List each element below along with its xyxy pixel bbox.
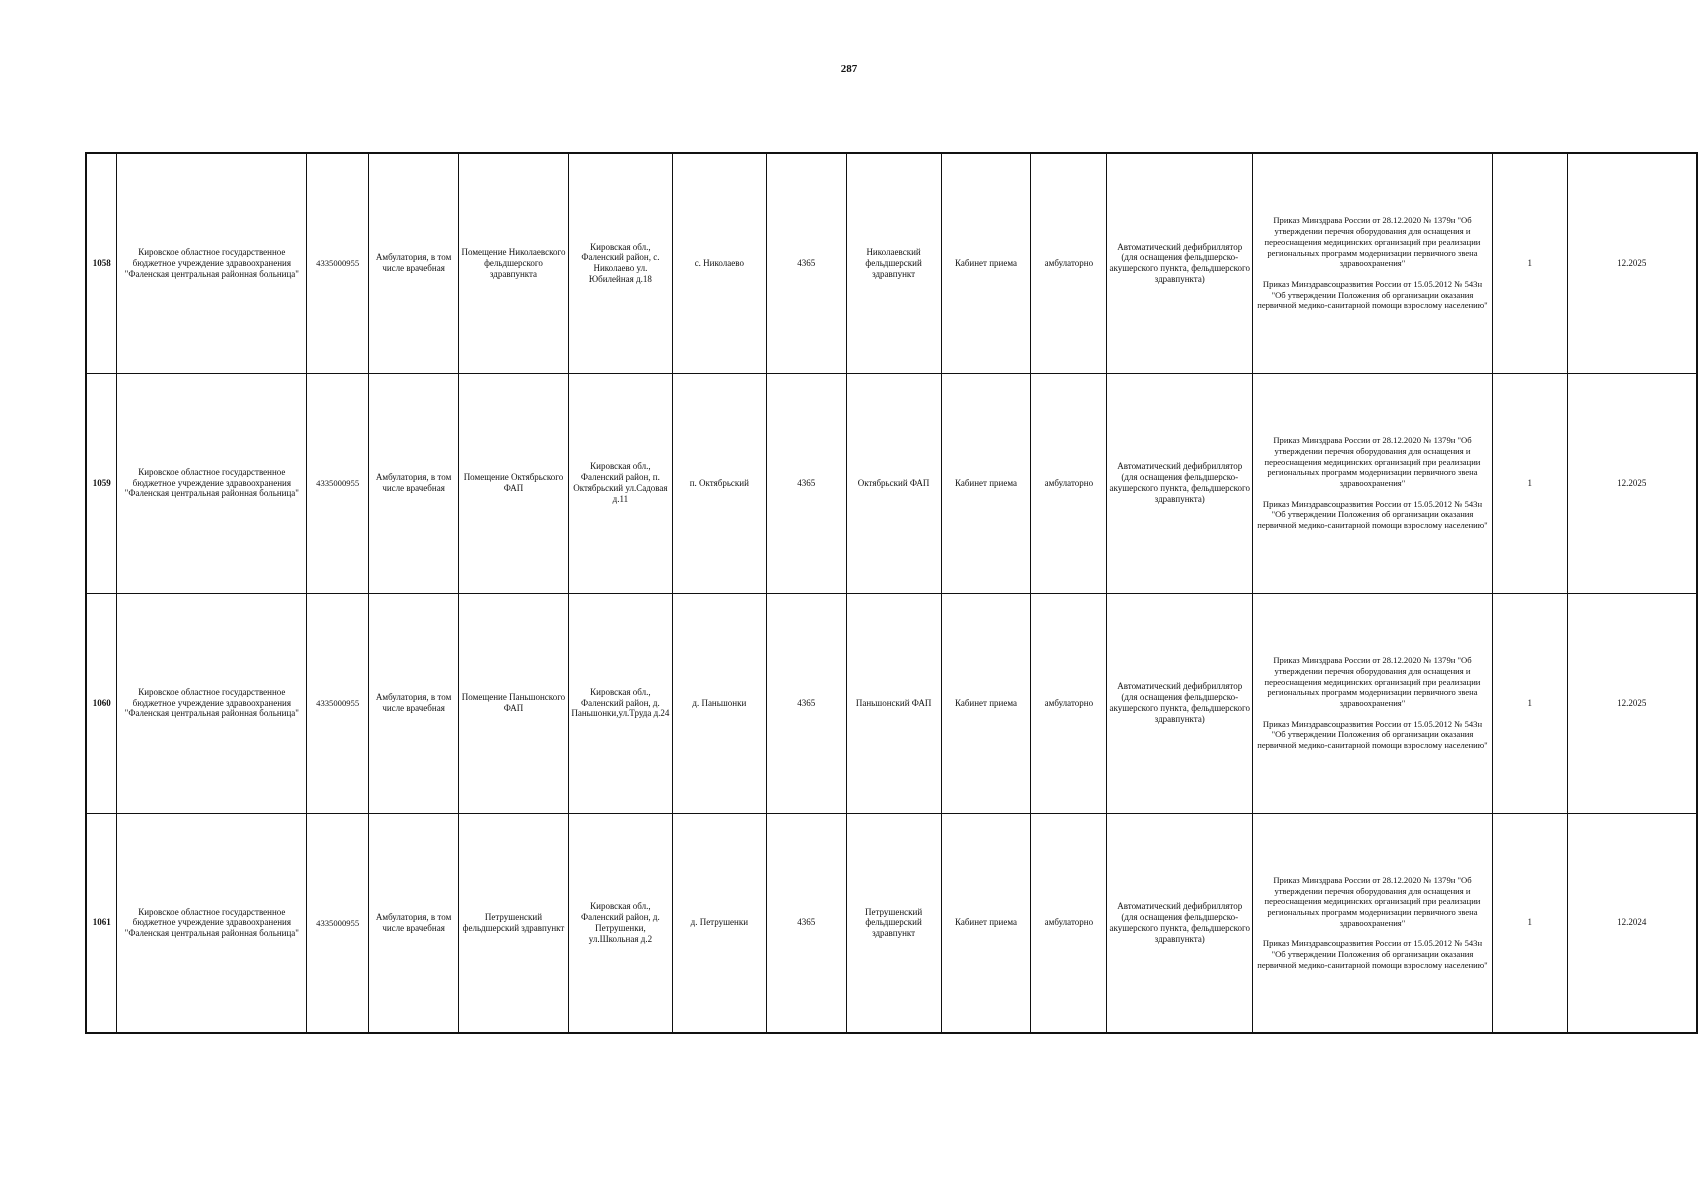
unit-name: Октябрьский ФАП: [846, 373, 941, 593]
care-condition: амбулаторно: [1031, 813, 1107, 1033]
organization-name: Кировское областное государственное бюджетное учреждение здравоохранения "Фаленская центральная районная больница": [117, 813, 307, 1033]
legal-basis-order-1379: Приказ Минздрава России от 28.12.2020 № 1379н "Об утверждении перечня оборудования для оснащения и переоснащения медицинских организаций при реализации региональных программ модернизации первичного звена здравоохранения": [1264, 655, 1481, 708]
unit-name: Петрушенский фельдшерский здравпункт: [846, 813, 941, 1033]
row-number: 1060: [86, 593, 117, 813]
inn: 4335000955: [307, 813, 369, 1033]
legal-basis: [1253, 813, 1493, 1033]
room: Кабинет приема: [941, 593, 1031, 813]
unit-name: Николаевский фельдшерский здравпункт: [846, 153, 941, 373]
table-row: [86, 813, 1697, 1033]
address: Кировская обл., Фаленский район, с. Николаево ул. Юбилейная д.18: [568, 153, 672, 373]
equipment-name: Автоматический дефибриллятор (для оснащения фельдшерско-акушерского пункта, фельдшерского здравпункта): [1107, 593, 1253, 813]
legal-basis-order-1379: Приказ Минздрава России от 28.12.2020 № 1379н "Об утверждении перечня оборудования для оснащения и переоснащения медицинских организаций при реализации региональных программ модернизации первичного звена здравоохранения": [1264, 435, 1481, 488]
table-row: [86, 373, 1697, 593]
room: Кабинет приема: [941, 153, 1031, 373]
care-condition: амбулаторно: [1031, 373, 1107, 593]
code: 4365: [766, 813, 846, 1033]
premises: Помещение Николаевского фельдшерского здравпункта: [459, 153, 569, 373]
legal-basis-order-543: Приказ Минздравсоцразвития России от 15.05.2012 № 543н "Об утверждении Положения об организации оказания первичной медико-санитарной помощи взрослому населению": [1257, 278, 1488, 311]
organization-name: Кировское областное государственное бюджетное учреждение здравоохранения "Фаленская центральная районная больница": [117, 373, 307, 593]
quantity: 1: [1492, 373, 1567, 593]
organization-name: Кировское областное государственное бюджетное учреждение здравоохранения "Фаленская центральная районная больница": [117, 153, 307, 373]
locality: д. Петрушенки: [672, 813, 766, 1033]
quantity: 1: [1492, 593, 1567, 813]
premises: Помещение Октябрьского ФАП: [459, 373, 569, 593]
quantity: 1: [1492, 813, 1567, 1033]
locality: п. Октябрьский: [672, 373, 766, 593]
legal-basis-order-1379: Приказ Минздрава России от 28.12.2020 № 1379н "Об утверждении перечня оборудования для оснащения и переоснащения медицинских организаций при реализации региональных программ модернизации первичного звена здравоохранения": [1264, 215, 1481, 269]
facility-type: Амбулатория, в том числе врачебная: [369, 813, 459, 1033]
due-date: 12.2025: [1567, 153, 1697, 373]
address: Кировская обл., Фаленский район, д. Петрушенки, ул.Школьная д.2: [568, 813, 672, 1033]
code: 4365: [766, 593, 846, 813]
organization-name: Кировское областное государственное бюджетное учреждение здравоохранения "Фаленская центральная районная больница": [117, 593, 307, 813]
locality: д. Паньшонки: [672, 593, 766, 813]
legal-basis-order-543: Приказ Минздравсоцразвития России от 15.05.2012 № 543н "Об утверждении Положения об организации оказания первичной медико-санитарной помощи взрослому населению": [1257, 718, 1488, 751]
legal-basis-order-1379: Приказ Минздрава России от 28.12.2020 № 1379н "Об утверждении перечня оборудования для оснащения и переоснащения медицинских организаций при реализации региональных программ модернизации первичного звена здравоохранения": [1264, 874, 1481, 928]
equipment-name: Автоматический дефибриллятор (для оснащения фельдшерско-акушерского пункта, фельдшерского здравпункта): [1107, 153, 1253, 373]
legal-basis-order-543: Приказ Минздравсоцразвития России от 15.05.2012 № 543н "Об утверждении Положения об организации оказания первичной медико-санитарной помощи взрослому населению": [1257, 938, 1488, 970]
room: Кабинет приема: [941, 813, 1031, 1033]
legal-basis: [1253, 593, 1493, 813]
equipment-table: [85, 152, 1698, 1034]
table-row: [86, 593, 1697, 813]
equipment-name: Автоматический дефибриллятор (для оснащения фельдшерско-акушерского пункта, фельдшерского здравпункта): [1107, 373, 1253, 593]
care-condition: амбулаторно: [1031, 153, 1107, 373]
due-date: 12.2025: [1567, 373, 1697, 593]
due-date: 12.2024: [1567, 813, 1697, 1033]
address: Кировская обл., Фаленский район, д. Паньшонки,ул.Труда д.24: [568, 593, 672, 813]
quantity: 1: [1492, 153, 1567, 373]
room: Кабинет приема: [941, 373, 1031, 593]
page-number: 287: [840, 63, 858, 75]
address: Кировская обл., Фаленский район, п. Октябрьский ул.Садовая д.11: [568, 373, 672, 593]
legal-basis: [1253, 373, 1493, 593]
care-condition: амбулаторно: [1031, 593, 1107, 813]
inn: 4335000955: [307, 593, 369, 813]
due-date: 12.2025: [1567, 593, 1697, 813]
row-number: 1058: [86, 153, 117, 373]
locality: с. Николаево: [672, 153, 766, 373]
inn: 4335000955: [307, 153, 369, 373]
facility-type: Амбулатория, в том числе врачебная: [369, 593, 459, 813]
row-number: 1059: [86, 373, 117, 593]
code: 4365: [766, 373, 846, 593]
premises: Петрушенский фельдшерский здравпункт: [459, 813, 569, 1033]
legal-basis-order-543: Приказ Минздравсоцразвития России от 15.05.2012 № 543н "Об утверждении Положения об организации оказания первичной медико-санитарной помощи взрослому населению": [1257, 498, 1488, 531]
facility-type: Амбулатория, в том числе врачебная: [369, 373, 459, 593]
legal-basis: [1253, 153, 1493, 373]
equipment-name: Автоматический дефибриллятор (для оснащения фельдшерско-акушерского пункта, фельдшерского здравпункта): [1107, 813, 1253, 1033]
table-row: [86, 153, 1697, 373]
inn: 4335000955: [307, 373, 369, 593]
row-number: 1061: [86, 813, 117, 1033]
code: 4365: [766, 153, 846, 373]
facility-type: Амбулатория, в том числе врачебная: [369, 153, 459, 373]
premises: Помещение Паньшонского ФАП: [459, 593, 569, 813]
unit-name: Паньшонский ФАП: [846, 593, 941, 813]
